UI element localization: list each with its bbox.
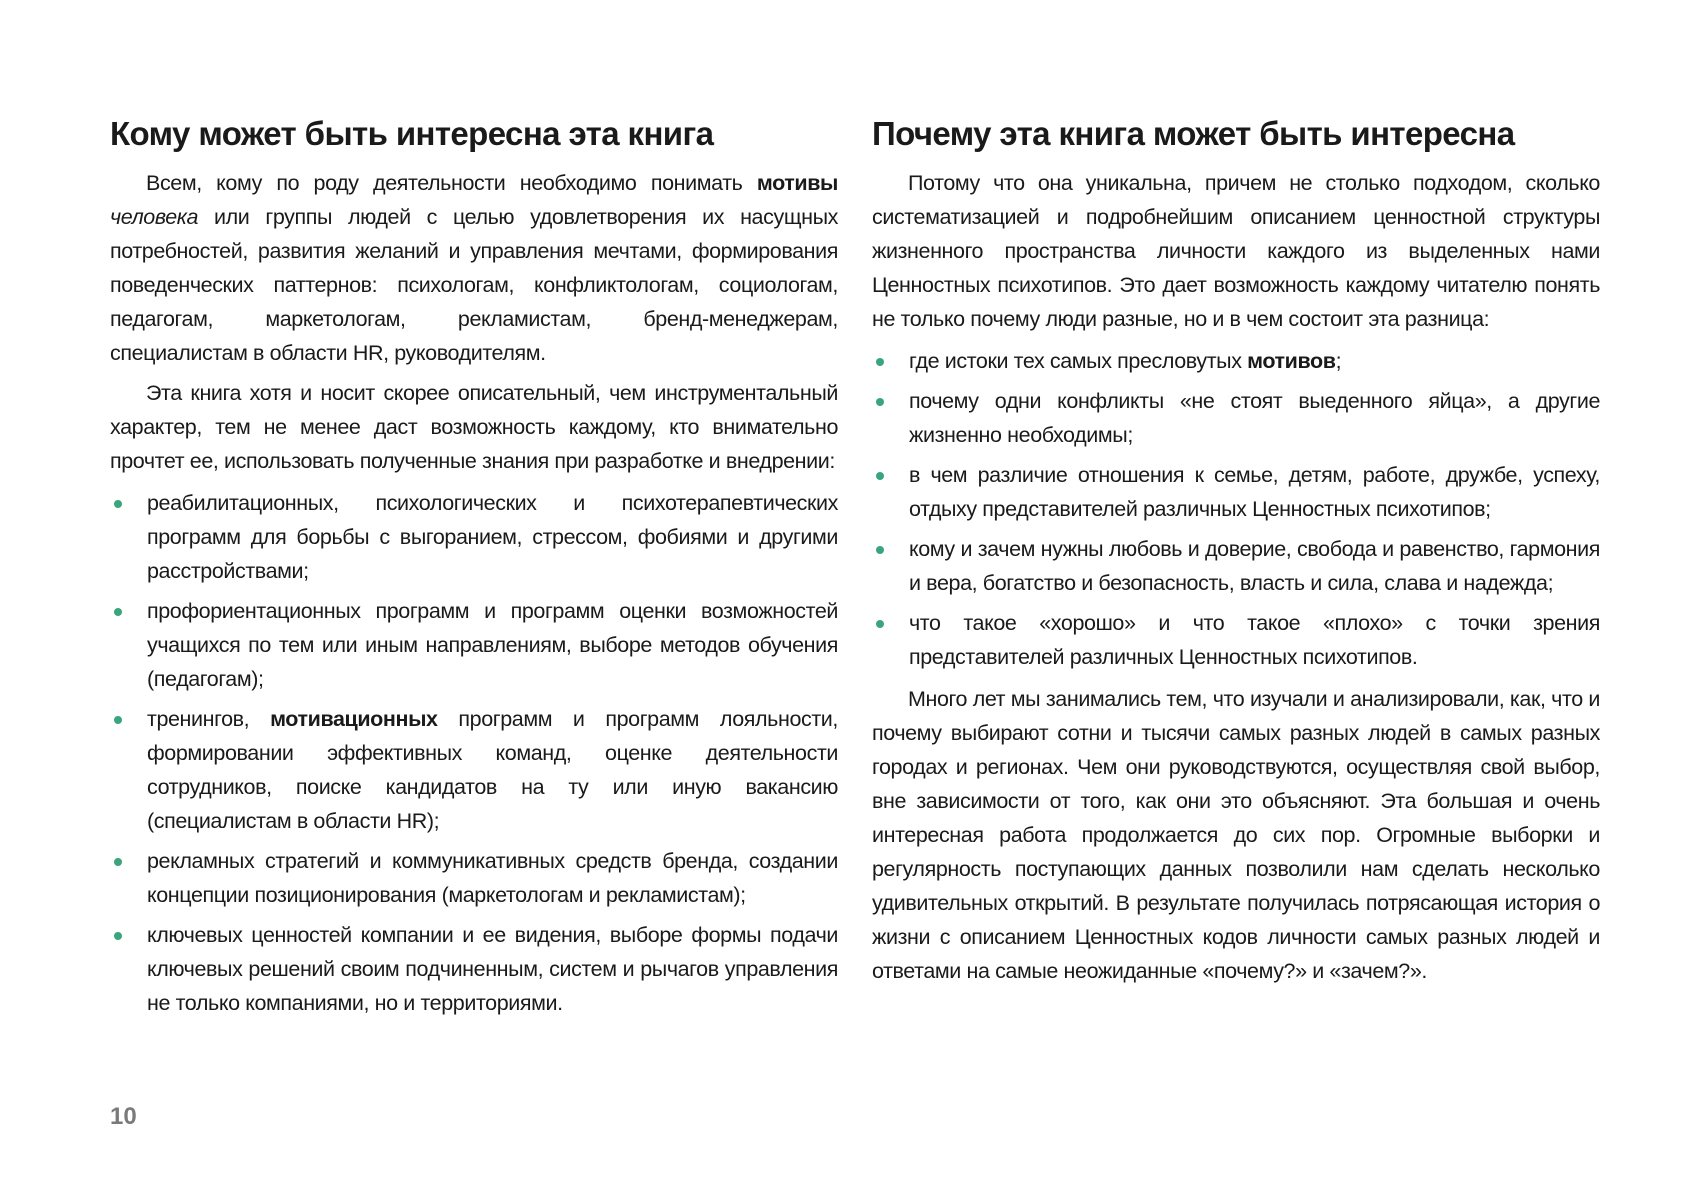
text-span: ; xyxy=(1335,349,1342,373)
text-span: где истоки тех самых пресловутых xyxy=(909,349,1248,373)
italic-text: человека xyxy=(110,205,199,229)
right-heading: Почему эта книга может быть интересна xyxy=(872,115,1515,152)
text-span: программ и программ лояльности, формировании эффективных команд, оценке деятельности сотрудников, поиске кандидатов на ту или иную вакансию (специалистам в области HR); xyxy=(147,707,838,833)
right-bullet-list xyxy=(872,344,1600,674)
list-item xyxy=(872,344,1600,378)
right-paragraph-1: Потому что она уникальна, причем не столько подходом, сколько систематизацией и подробнейшим описанием ценностной структуры жизненного пространства личности каждого из выделенных нами Ценностных психотипов. Это дает возможность каждому читателю понять не только почему люди разные, но и в чем состоит эта разница: xyxy=(872,171,1600,331)
bold-text: мотивов xyxy=(1247,349,1336,373)
left-heading: Кому может быть интересна эта книга xyxy=(110,115,714,152)
text-span: Всем, кому по роду деятельности необходимо понимать xyxy=(146,171,757,195)
list-item: рекламных стратегий и коммуникативных средств бренда, создании концепции позиционирования (маркетологам и рекламистам); xyxy=(110,844,838,912)
bold-text: мотивационных xyxy=(270,707,438,731)
list-item: кому и зачем нужны любовь и доверие, свобода и равенство, гармония и вера, богатство и безопасность, власть и сила, слава и надежда; xyxy=(872,532,1600,600)
left-paragraph-2: Эта книга хотя и носит скорее описательный, чем инструментальный характер, тем не менее даст возможность каждому, кто внимательно прочтет ее, использовать полученные знания при разработке и внедрении: xyxy=(110,381,838,473)
text-span: тренингов, xyxy=(147,707,271,731)
list-item: почему одни конфликты «не стоят выеденного яйца», а другие жизненно необходимы; xyxy=(872,384,1600,452)
list-item: профориентационных программ и программ оценки возможностей учащихся по тем или иным направлениям, выборе методов обучения (педагогам); xyxy=(110,594,838,696)
list-item: в чем различие отношения к семье, детям, работе, дружбе, успеху, отдыху представителей различных Ценностных психотипов; xyxy=(872,458,1600,526)
list-item xyxy=(110,702,838,838)
list-item: ключевых ценностей компании и ее видения, выборе формы подачи ключевых решений своим подчиненным, систем и рычагов управления не только компаниями, но и территориями. xyxy=(110,918,838,1020)
list-item: реабилитационных, психологических и психотерапевтических программ для борьбы с выгоранием, стрессом, фобиями и другими расстройствами; xyxy=(110,486,838,588)
text-span: или группы людей с целью удовлетворения их насущных потребностей, развития желаний и управления мечтами, формирования поведенческих паттернов: психологам, конфликтологам, социологам, педагогам, маркетологам, рекламистам, бренд-менеджерам, специалистам в области HR, руководителям. xyxy=(110,205,838,365)
list-item: что такое «хорошо» и что такое «плохо» с точки зрения представителей различных Ценностных психотипов. xyxy=(872,606,1600,674)
right-paragraph-2: Много лет мы занимались тем, что изучали и анализировали, как, что и почему выбирают сотни и тысячи самых разных людей в самых разных городах и регионах. Чем они руководствуются, осуществляя свой выбор, вне зависимости от того, как они это объясняют. Эта большая и очень интересная работа продолжается до сих пор. Огромные выборки и регулярность поступающих данных позволили нам сделать несколько удивительных открытий. В результате получилась потрясающая история о жизни с описанием Ценностных кодов личности самых разных людей и ответами на самые неожиданные «почему?» и «зачем?». xyxy=(872,687,1600,983)
bold-text: мотивы xyxy=(756,171,838,195)
left-paragraph-1 xyxy=(110,166,838,370)
right-column xyxy=(872,112,1600,994)
left-bullet-list xyxy=(110,486,838,1020)
page-number: 10 xyxy=(110,1103,137,1130)
left-column xyxy=(110,112,838,1028)
